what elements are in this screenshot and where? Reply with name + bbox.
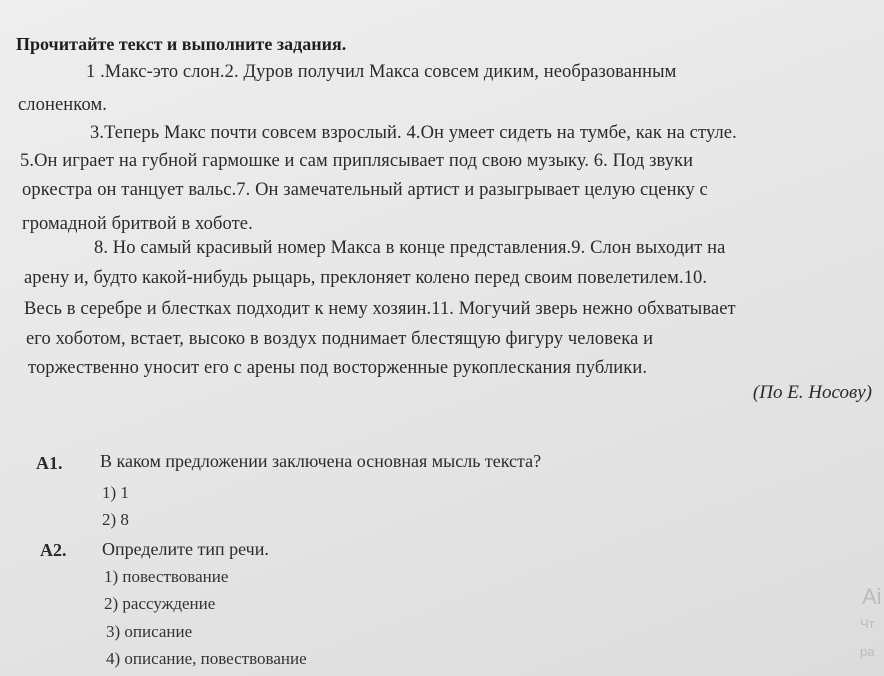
edge-fragment: pa [860,644,875,659]
edge-fragment: Чт [860,616,875,631]
text-line: оркестра он танцует вальс.7. Он замечательный артист и разыгрывает целую сценку с [22,180,708,200]
answer-option: 4) описание, повествование [106,649,307,668]
text-line: его хоботом, встает, высоко в воздух поднимает блестящую фигуру человека и [26,329,654,349]
text-line: 8. Но самый красивый номер Макса в конце представления.9. Слон выходит на [94,238,726,258]
attribution: (По Е. Носову) [752,382,872,403]
text-line: громадной бритвой в хоботе. [22,214,253,234]
document-heading: Прочитайте текст и выполните задания. [16,34,347,54]
text-line: 1 .Макс-это слон.2. Дуров получил Макса совсем диким, необразованным [86,62,677,82]
text-line: 3.Теперь Макс почти совсем взрослый. 4.Он умеет сидеть на тумбе, как на стуле. [90,123,737,143]
text-line: арену и, будто какой-нибудь рыцарь, преклоняет колено перед своим повелетилем.10. [24,268,708,288]
question-number: А1. [36,453,63,473]
edge-fragment: Ai [862,584,882,609]
answer-option: 1) 1 [102,483,129,502]
answer-option: 1) повествование [104,567,229,586]
text-line: 5.Он играет на губной гармошке и сам приплясывает под свою музыку. 6. Под звуки [20,151,694,171]
text-line: слоненком. [18,95,107,115]
question-text: В каком предложении заключена основная мысль текста? [100,451,542,471]
answer-option: 2) рассуждение [104,594,216,613]
question-text: Определите тип речи. [102,539,269,559]
answer-option: 2) 8 [102,510,129,529]
text-line: торжественно уносит его с арены под восторженные рукоплескания публики. [28,358,648,378]
question-number: А2. [40,540,67,560]
answer-option: 3) описание [106,622,193,641]
text-line: Весь в серебре и блестках подходит к нему хозяин.11. Могучий зверь нежно обхватывает [24,299,736,319]
